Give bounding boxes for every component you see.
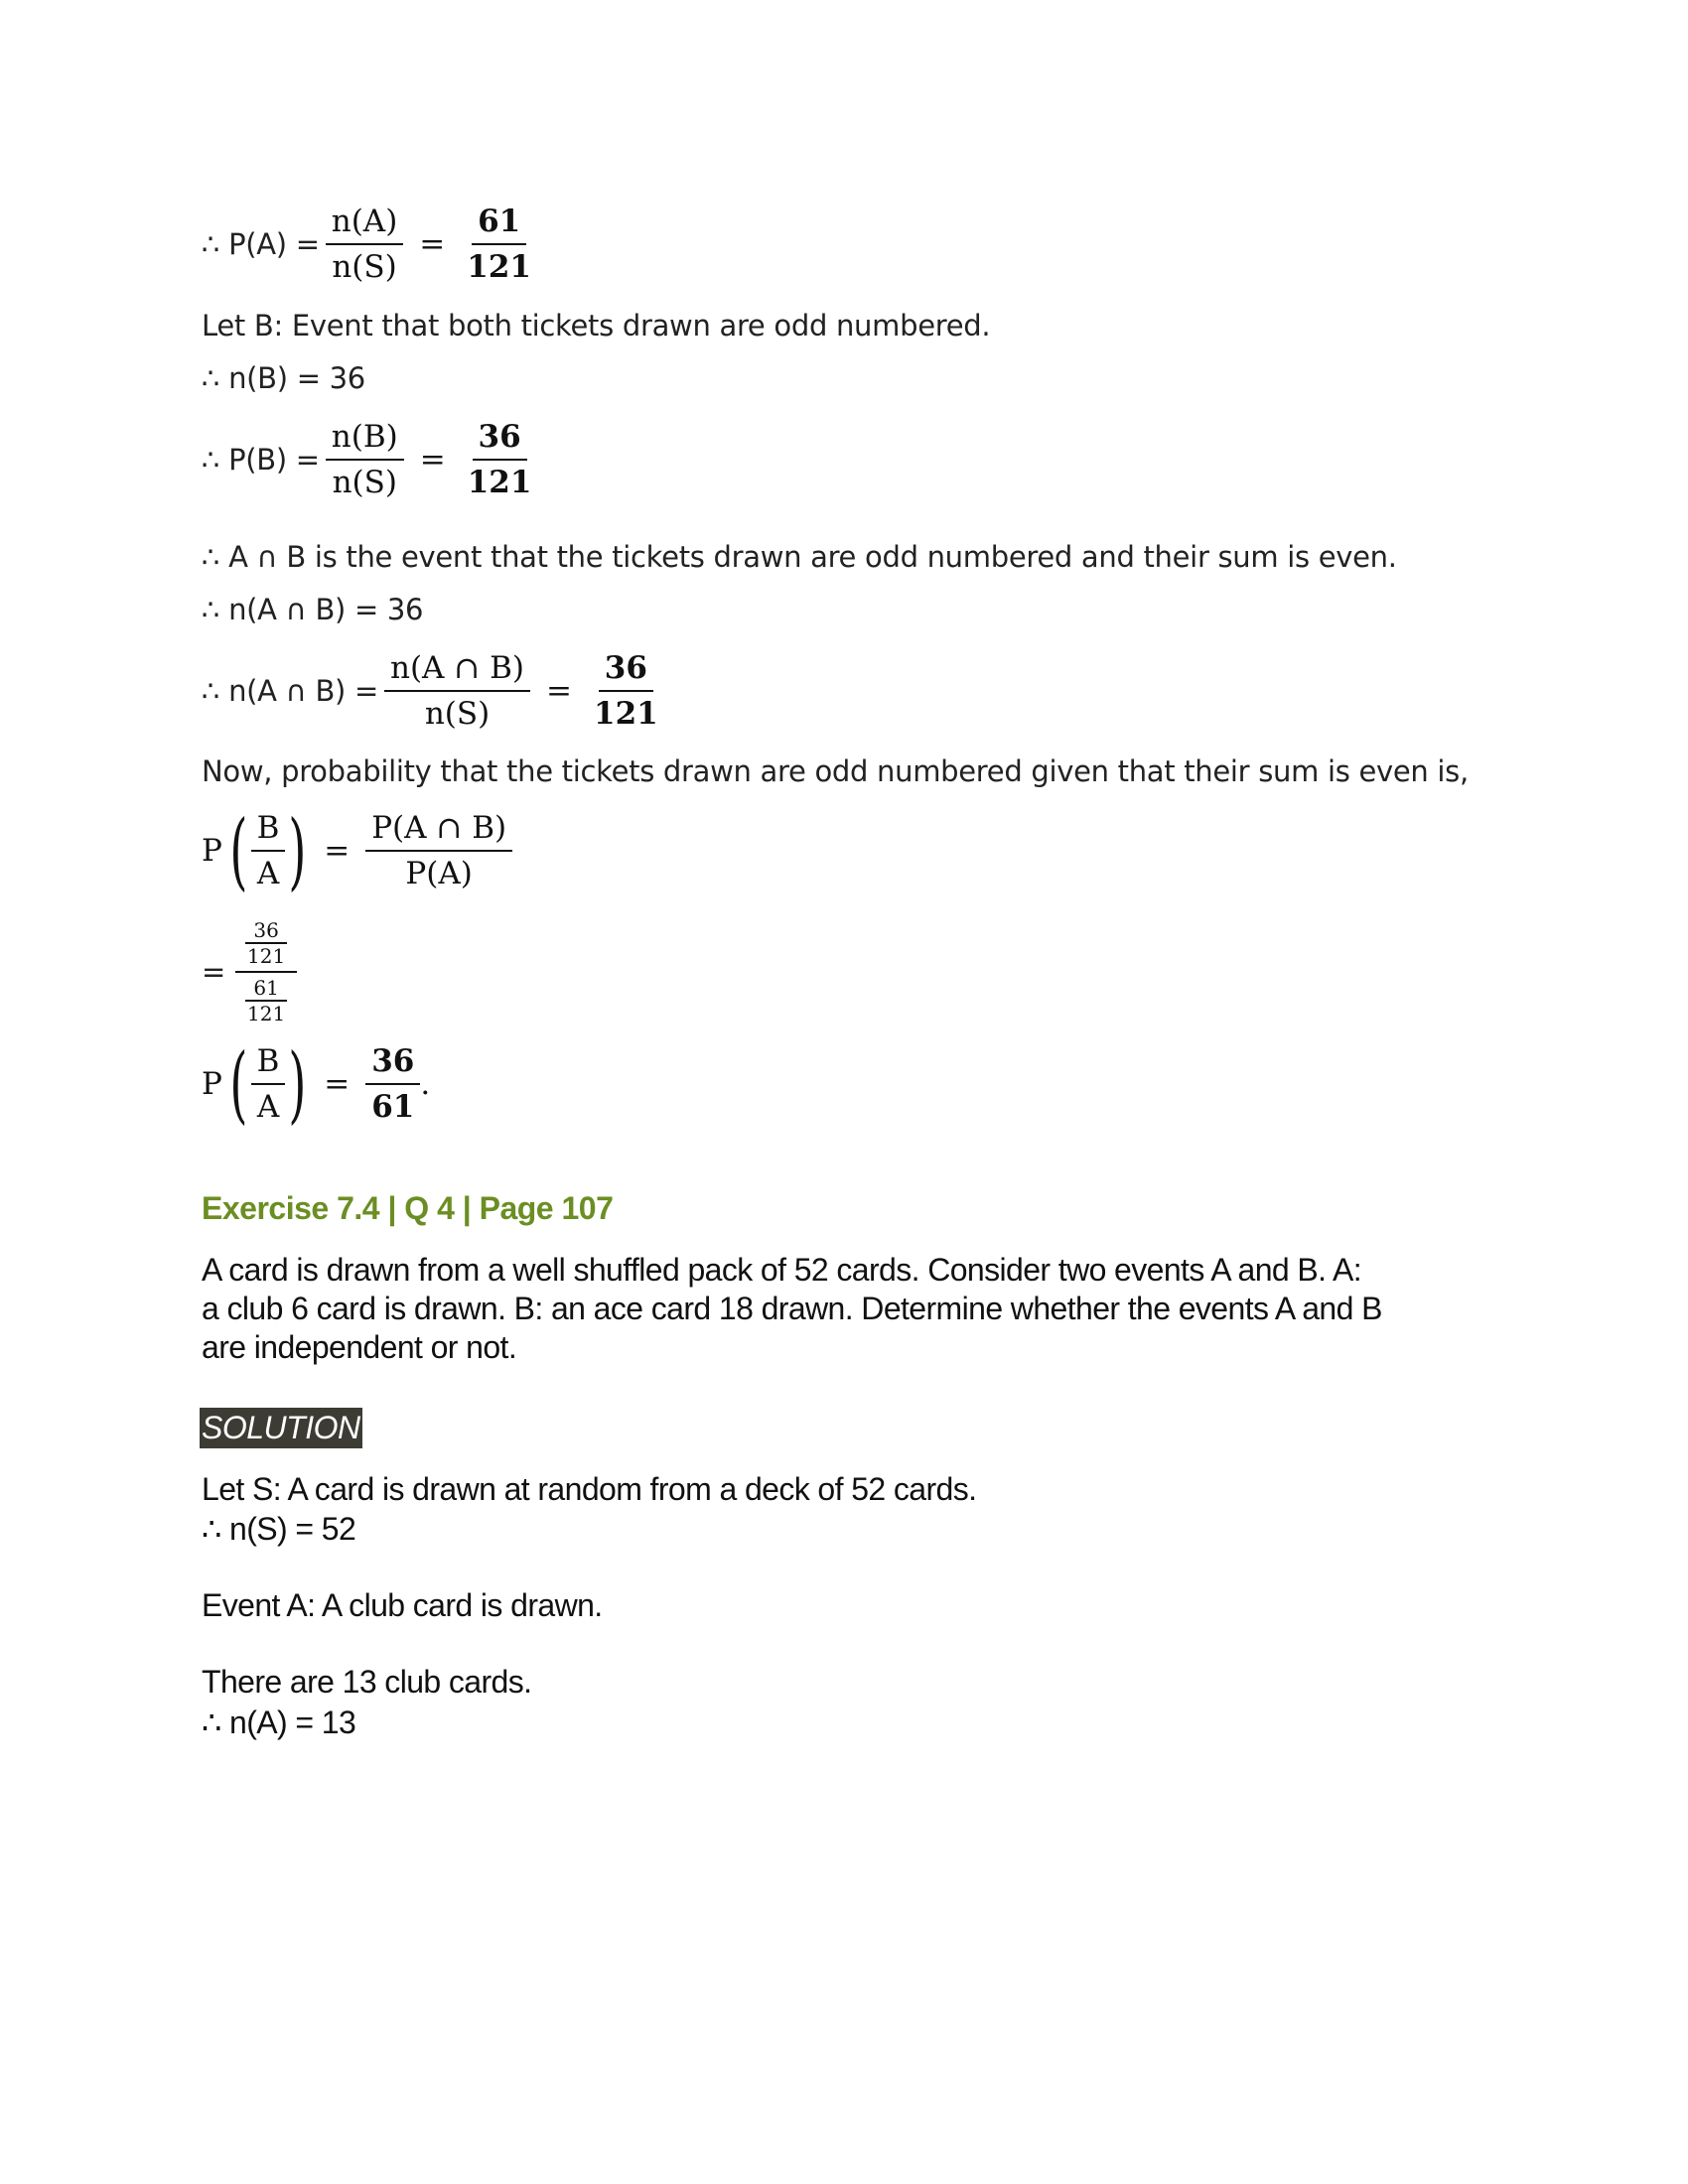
equals: =	[324, 833, 351, 869]
pa-value-den: 121	[467, 249, 531, 285]
conditional-formula	[202, 802, 518, 899]
b-num: B	[251, 1043, 286, 1085]
paib-value	[588, 650, 664, 732]
right-paren: )	[288, 802, 307, 899]
final-den: 61	[371, 1089, 415, 1125]
nb-text: ∴ n(B) = 36	[202, 361, 365, 395]
paib-value-den: 121	[594, 696, 658, 732]
ns-text: ∴ n(S) = 52	[202, 1511, 356, 1547]
equals: =	[202, 955, 225, 989]
paib-fraction	[384, 650, 530, 732]
now-text: Now, probability that the tickets drawn are odd numbered given that their sum is even is,	[202, 754, 1469, 788]
pb-fraction	[326, 419, 404, 500]
left-paren: (	[229, 802, 248, 899]
p-symbol: P	[202, 1066, 222, 1102]
b-num: B	[251, 810, 286, 852]
pa-lhs: ∴ P(A) =	[202, 227, 320, 261]
pb-value-den: 121	[467, 465, 532, 500]
cond-den: P(A)	[405, 856, 473, 891]
top-den: 121	[247, 944, 286, 968]
pa-value-num: 61	[472, 204, 526, 245]
final-num: 36	[365, 1043, 420, 1085]
pa-den: n(S)	[332, 249, 397, 285]
event-a-text: Event A: A club card is drawn.	[202, 1587, 603, 1623]
b-over-a	[251, 810, 286, 891]
equals: =	[324, 1066, 351, 1102]
let-b-text: Let B: Event that both tickets drawn are odd numbered.	[202, 309, 991, 342]
solution-label: SOLUTION	[200, 1408, 362, 1448]
a-den: A	[256, 856, 280, 891]
bottom-den: 121	[247, 1002, 286, 1025]
club-count-text: There are 13 club cards.	[202, 1664, 532, 1700]
nested-fraction	[235, 918, 297, 1025]
b-over-a	[251, 1043, 286, 1125]
p-symbol: P	[202, 833, 222, 869]
aib-text: ∴ A ∩ B is the event that the tickets drawn are odd numbered and their sum is even.	[202, 540, 1397, 574]
paib-den: n(S)	[424, 696, 491, 732]
pb-equation	[202, 419, 543, 500]
paib-value-num: 36	[599, 650, 653, 692]
pa-value	[461, 204, 537, 285]
pa-num: n(A)	[326, 204, 404, 245]
cond-fraction	[365, 810, 512, 891]
right-paren: )	[288, 1035, 307, 1133]
top-fraction	[239, 918, 293, 968]
equals: =	[419, 442, 446, 478]
paib-num: n(A ∩ B)	[384, 650, 530, 692]
pb-den: n(S)	[332, 465, 397, 500]
naib-text: ∴ n(A ∩ B) = 36	[202, 593, 424, 626]
equals: =	[546, 673, 572, 709]
cond-num: P(A ∩ B)	[365, 810, 512, 852]
question-text	[202, 1251, 1382, 1367]
final-result	[202, 1035, 431, 1133]
pa-fraction	[326, 204, 404, 285]
exercise-heading: Exercise 7.4 | Q 4 | Page 107	[202, 1190, 614, 1226]
nested-bottom	[235, 973, 297, 1025]
paib-lhs: ∴ n(A ∩ B) =	[202, 674, 378, 708]
nested-top	[235, 918, 297, 973]
a-den: A	[256, 1089, 280, 1125]
final-fraction	[365, 1043, 420, 1125]
paib-equation	[202, 650, 670, 732]
top-num: 36	[245, 918, 286, 944]
pa-equation	[202, 204, 543, 285]
pb-num: n(B)	[326, 419, 404, 461]
pb-lhs: ∴ P(B) =	[202, 443, 320, 477]
pb-value-num: 36	[473, 419, 527, 461]
equals: =	[419, 226, 446, 262]
bottom-fraction	[239, 976, 293, 1025]
na-text: ∴ n(A) = 13	[202, 1705, 356, 1740]
question-line: a club 6 card is drawn. B: an ace card 18 drawn. Determine whether the events A and B	[202, 1291, 1382, 1326]
question-line: are independent or not.	[202, 1329, 517, 1365]
pb-value	[462, 419, 538, 500]
nested-fraction-line	[202, 918, 297, 1025]
bottom-num: 61	[245, 976, 286, 1002]
period: .	[420, 1066, 431, 1102]
left-paren: (	[229, 1035, 248, 1133]
let-s-text: Let S: A card is drawn at random from a deck of 52 cards.	[202, 1471, 977, 1507]
question-line: A card is drawn from a well shuffled pack of 52 cards. Consider two events A and B. A:	[202, 1252, 1362, 1288]
